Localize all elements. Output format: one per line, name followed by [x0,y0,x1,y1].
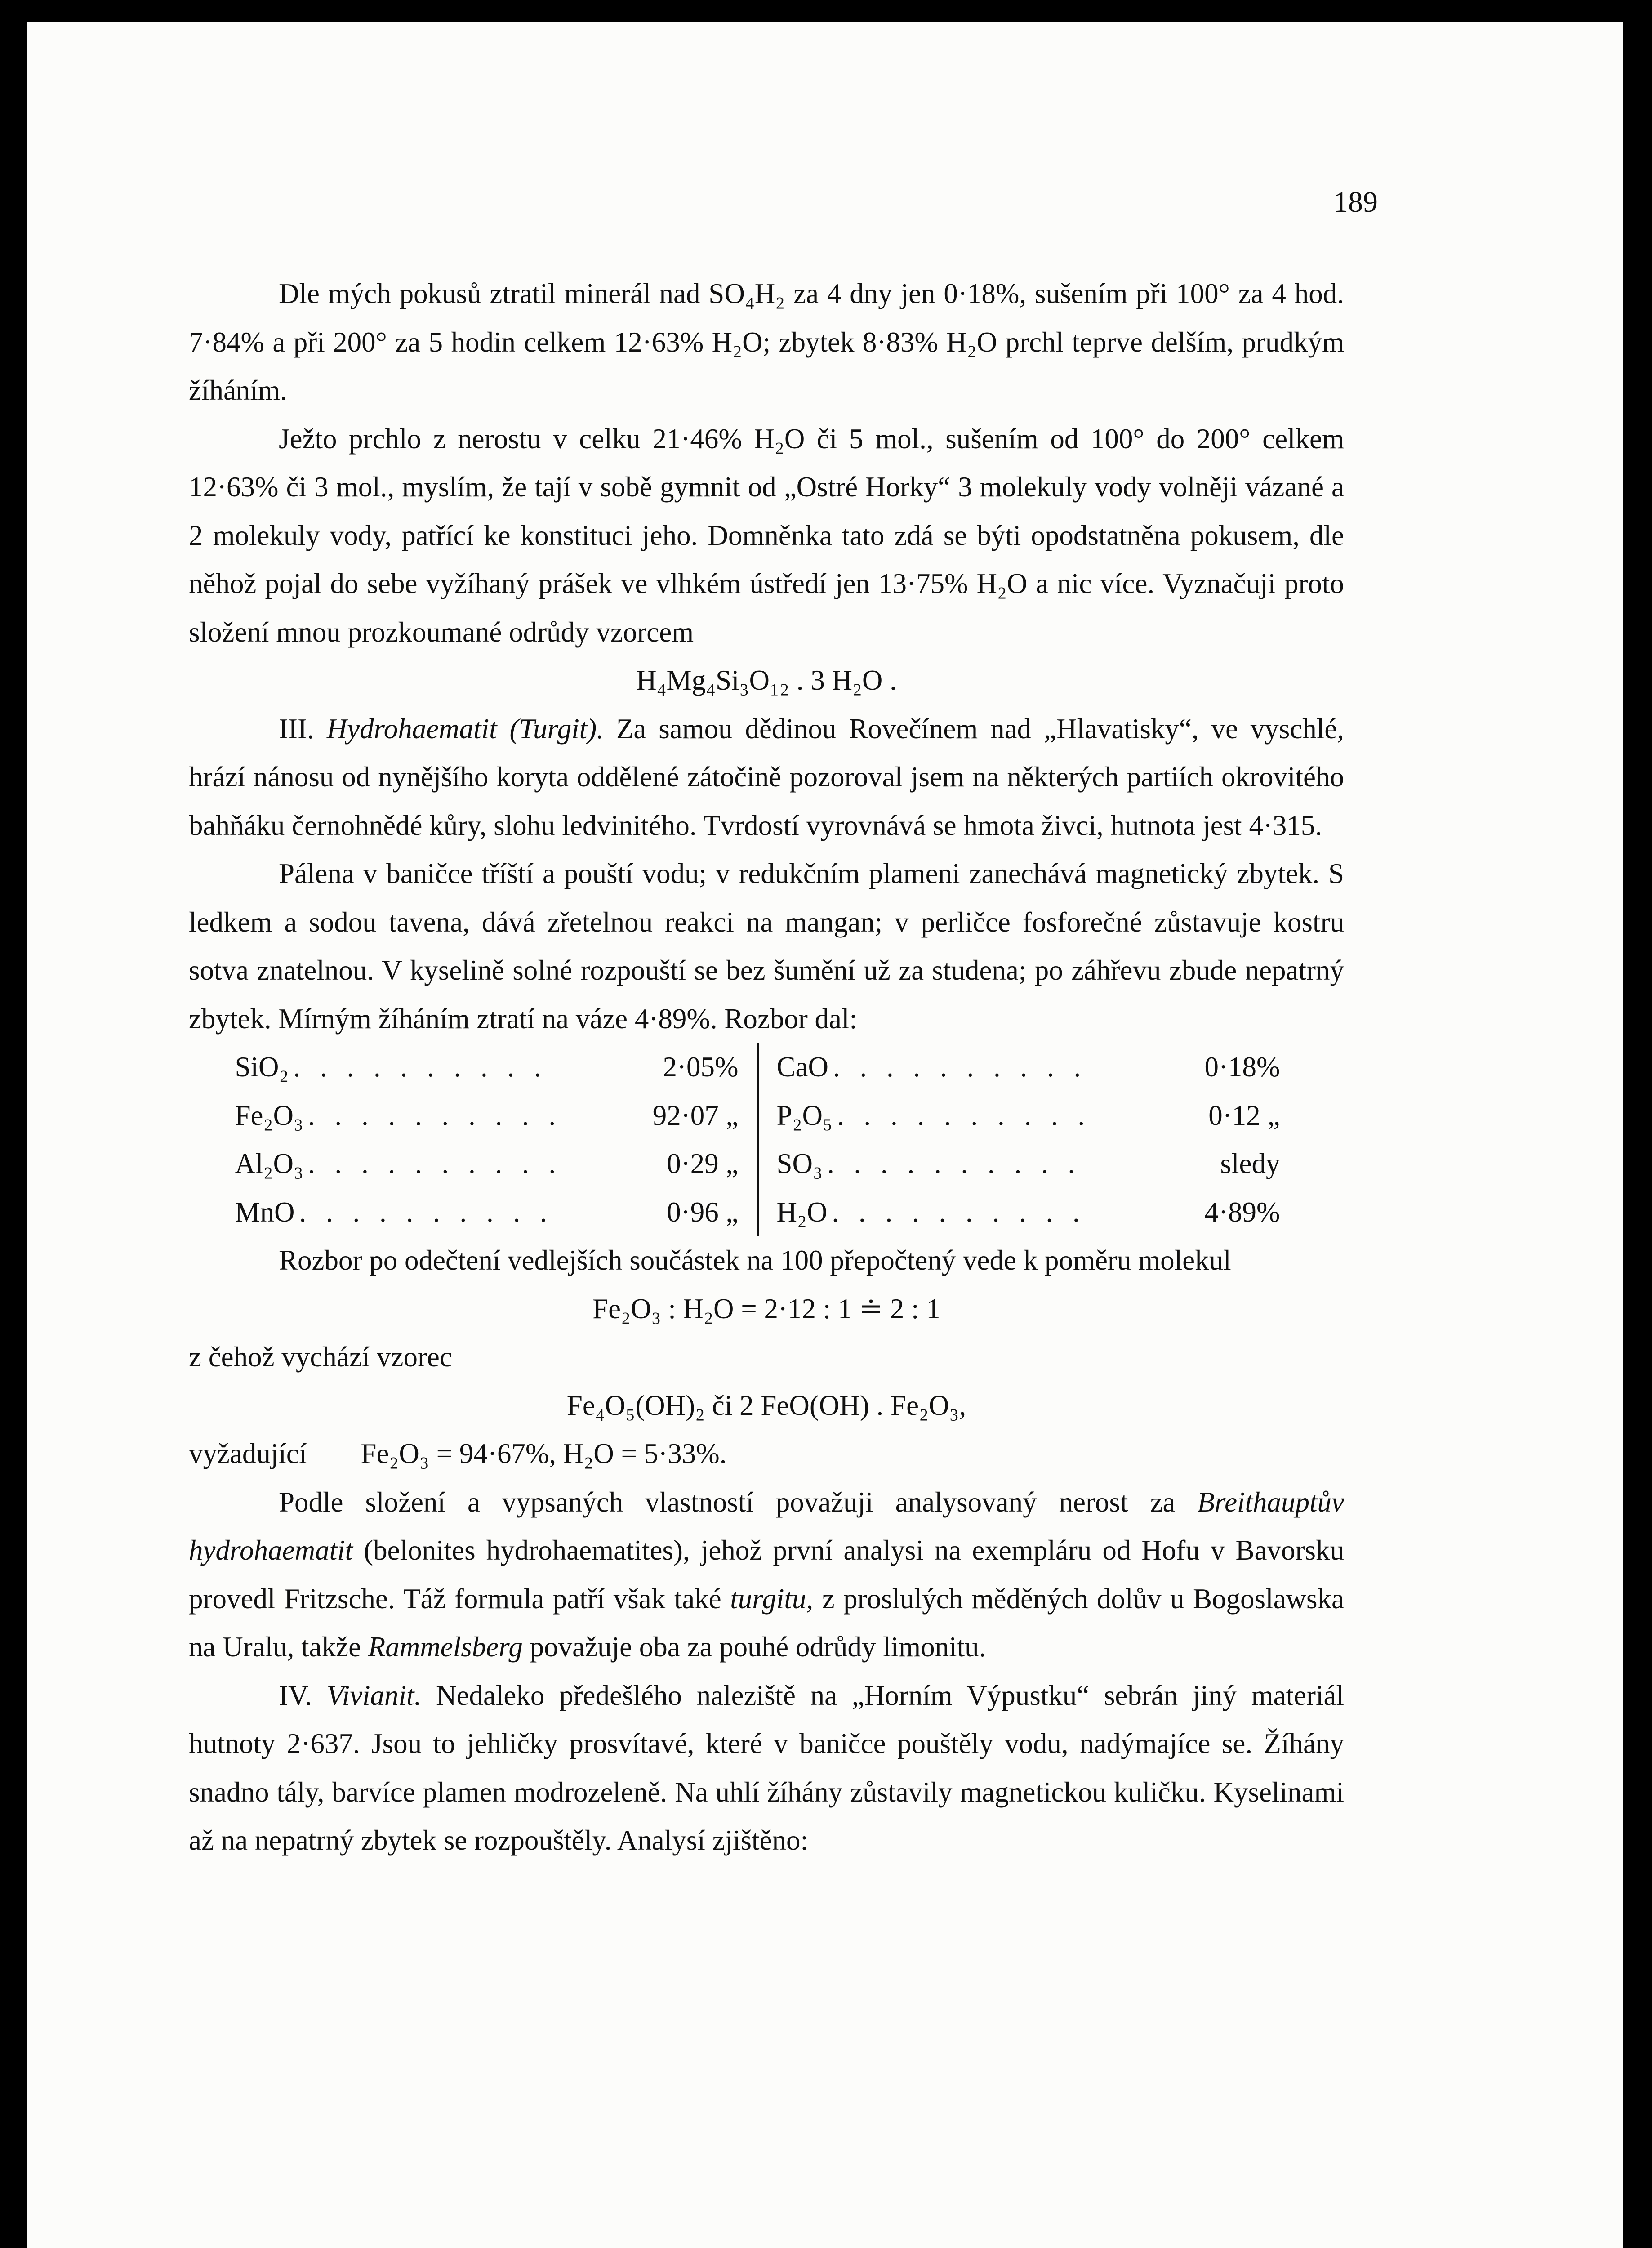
paragraph-9: IV. Vivianit. Nedaleko předešlého naleziště na „Horním Výpustku“ sebrán jiný materiál hutnoty 2·637. Jsou to jehličky prosvítavé, které v baničce pouštěly vodu, nadýmajíce se. Žíhány snadno tály, barvíce plamen modrozeleně. Na uhlí žíhány zůstavily magnetickou kuličku. Kyselinami až na nepatrný zbytek se rozpouštěly. Analysí zjištěno: [189,1679,1345,1856]
formula-ratio: Fe₂O₃ : H₂O = 2·12 : 1 ≐ 2 : 1 [592,1293,940,1325]
table-row: Fe₂O₃ . . . . . . . . . . 92·07 „ [235,1099,739,1131]
analysis-table [171,1043,1344,1236]
page-number: 189 [1333,186,1378,219]
table-row: Al₂O₃ . . . . . . . . . . 0·29 „ [235,1148,739,1179]
paragraph-3: III. Hydrohaematit (Turgit). Za samou dědinou Rovečínem nad „Hlavatisky“, ve vyschlé, hrází nánosu od nynějšího koryta oddělené zátočině pozoroval jsem na některých partiích okrovitého bahňáku černohnědé kůry, slohu ledvinitého. Tvrdostí vyrovnává se hmota živci, hutnota jest 4·315. [189,713,1345,841]
paragraph-7: vyžadující Fe₂O₃ = 94·67%, H₂O = 5·33%. [189,1438,727,1469]
table-row: SiO₂ . . . . . . . . . . 2·05% [235,1051,739,1083]
paragraph-1: Dle mých pokusů ztratil minerál nad SO₄H₂ za 4 dny jen 0·18%, sušením při 100° za 4 hod. 7·84% a při 200° za 5 hodin celkem 12·63% H₂O; zbytek 8·83% H₂O prchl teprve delším, prudkým žíháním. [189,278,1344,406]
paragraph-5: Rozbor po odečtení vedlejších součástek na 100 přepočtený vede k poměru molekul [279,1244,1231,1276]
italic-name: Rammelsberg [368,1631,523,1663]
section-title: Vivianit. [326,1679,422,1711]
analysis-column-left [217,1043,759,1236]
italic-term: Breithauptův hydrohaematit [189,1486,1345,1566]
section-title: Hydrohaematit (Turgit). [326,713,604,745]
table-row: CaO . . . . . . . . . . 0·18% [776,1051,1280,1083]
formula-gymnite: H₄Mg₄Si₃O₁₂ . 3 H₂O . [636,665,897,696]
paragraph-8: Podle složení a vypsaných vlastností považuji analysovaný nerost za Breithauptův hydrohaematit (belonites hydrohaematites), jehož první analysi na exempláru od Hofu v Bavorsku provedl Fritzsche. Táž formula patří však také turgitu, z proslulých měděných dolův u Bogoslawska na Uralu, takže Rammelsberg považuje oba za pouhé odrůdy limonitu. [189,1486,1345,1663]
table-row: MnO . . . . . . . . . . 0·96 „ [235,1196,739,1228]
analysis-column-right [759,1043,1298,1236]
paragraph-4: Pálena v baničce tříští a pouští vodu; v redukčním plameni zanechává magnetický zbytek. S ledkem a sodou tavena, dává zřetelnou reakci na mangan; v perličce fosforečné zůstavuje kostru sotva znatelnou. V kyselině solné rozpouští se bez šumění už za studena; po záhřevu zbude nepatrný zbytek. Mírným žíháním ztratí na váze 4·89%. Rozbor dal: [189,858,1344,1035]
section-number: IV. [279,1679,312,1711]
body-text [189,270,1344,1865]
section-number: III. [279,713,314,745]
table-row: P₂O₅ . . . . . . . . . . 0·12 „ [776,1099,1280,1131]
paragraph-6: z čehož vychází vzorec [189,1341,452,1373]
italic-term: turgitu, [730,1583,814,1615]
paragraph-2: Ježto prchlo z nerostu v celku 21·46% H₂O či 5 mol., sušením od 100° do 200° celkem 12·63% či 3 mol., myslím, že tají v sobě gymnit od „Ostré Horky“ 3 molekuly vody volněji vázané a 2 molekuly vody, patřící ke konstituci jeho. Domněnka tato zdá se býti opodstatněna pokusem, dle něhož pojal do sebe vyžíhaný prášek ve vlhkém ústředí jen 13·75% H₂O a nic více. Vyznačuji proto složení mnou prozkoumané odrůdy vzorcem [189,423,1344,648]
table-row: SO₃ . . . . . . . . . . sledy [776,1148,1280,1179]
formula-hydrohaematite: Fe₄O₅(OH)₂ či 2 FeO(OH) . Fe₂O₃, [566,1389,966,1421]
table-row: H₂O . . . . . . . . . . 4·89% [776,1196,1280,1228]
